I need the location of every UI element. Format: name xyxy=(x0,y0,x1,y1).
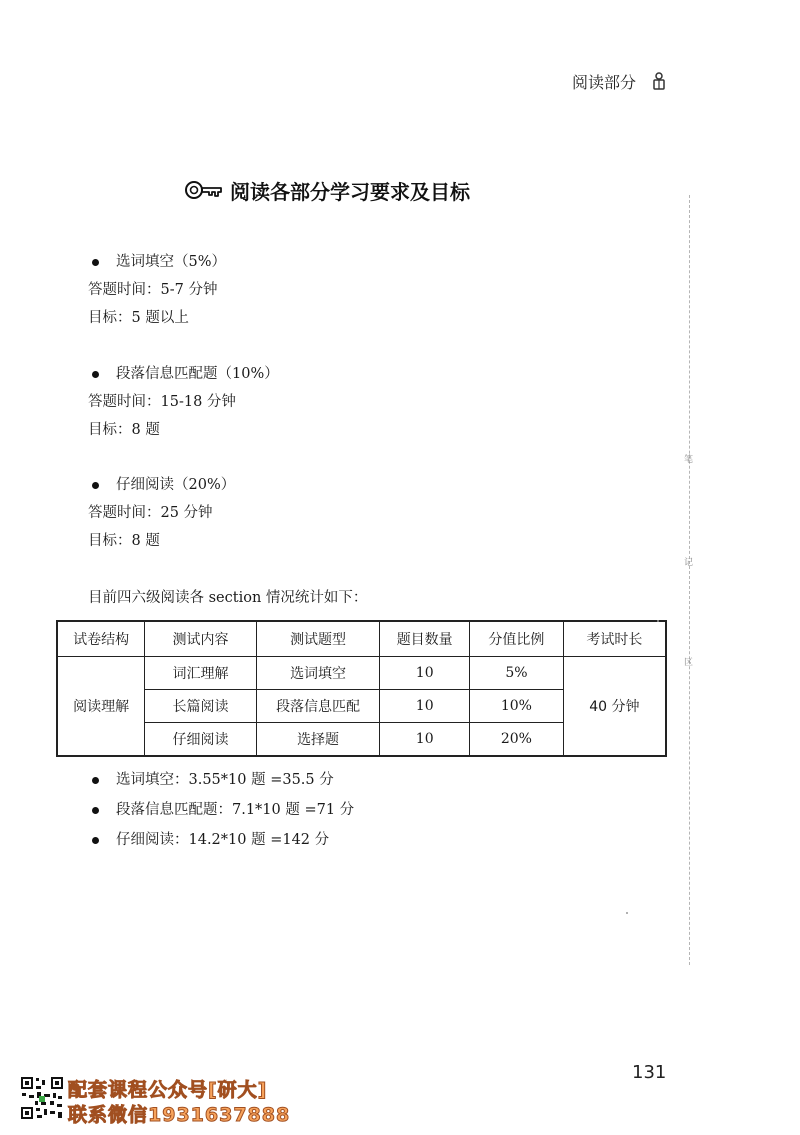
score-summary-list xyxy=(88,765,354,855)
watermark-line: 联系微信1931637888 xyxy=(68,1104,291,1126)
table-row xyxy=(57,657,666,690)
bullet-icon xyxy=(92,837,99,844)
list-item xyxy=(88,795,354,825)
section-heading-text: 仔细阅读（20%） xyxy=(116,477,236,493)
list-item xyxy=(88,825,354,855)
margin-note-char: 记 xyxy=(684,558,694,568)
section-heading xyxy=(88,360,279,388)
column-header: 考试时长 xyxy=(563,621,666,657)
book-person-icon xyxy=(652,72,666,90)
structure-cell: 阅读理解 xyxy=(57,657,145,757)
section-title xyxy=(184,175,470,205)
margin-note-char: 区 xyxy=(684,658,694,668)
scan-speck xyxy=(626,912,628,914)
answer-time: 答题时间：5-7 分钟 xyxy=(88,282,218,298)
main-title-text: 阅读各部分学习要求及目标 xyxy=(230,179,470,204)
column-header: 题目数量 xyxy=(380,621,470,657)
section-heading xyxy=(88,248,226,276)
section-heading-text: 段落信息匹配题（10%） xyxy=(116,366,279,382)
duration-cell: 40 分钟 xyxy=(563,657,666,757)
type-cell: 选择题 xyxy=(256,723,380,757)
margin-note-char: 笔 xyxy=(684,455,694,465)
qr-code-icon[interactable] xyxy=(20,1076,64,1120)
column-header: 分值比例 xyxy=(470,621,564,657)
bullet-icon xyxy=(92,807,99,814)
table-header-row xyxy=(57,621,666,657)
target-goal: 目标：5 题以上 xyxy=(88,310,189,326)
ratio-cell: 5% xyxy=(470,657,564,690)
answer-time: 答题时间：15-18 分钟 xyxy=(88,394,236,410)
section-cloze xyxy=(88,248,226,332)
type-cell: 段落信息匹配 xyxy=(256,690,380,723)
count-cell: 10 xyxy=(380,723,470,757)
running-header: 阅读部分 xyxy=(572,73,637,92)
stats-intro: 目前四六级阅读各 section 情况统计如下： xyxy=(88,590,368,606)
section-heading-text: 选词填空（5%） xyxy=(116,254,227,270)
bullet-icon xyxy=(92,371,99,378)
key-icon xyxy=(184,179,224,201)
content-cell: 仔细阅读 xyxy=(145,723,257,757)
count-cell: 10 xyxy=(380,657,470,690)
scan-speck xyxy=(657,620,659,622)
list-item xyxy=(88,765,354,795)
count-cell: 10 xyxy=(380,690,470,723)
ratio-cell: 10% xyxy=(470,690,564,723)
column-header: 测试内容 xyxy=(145,621,257,657)
column-header: 测试题型 xyxy=(256,621,380,657)
watermark-line: 配套课程公众号[研大] xyxy=(68,1079,268,1101)
notes-column-divider xyxy=(689,195,690,965)
section-careful-reading xyxy=(88,471,235,555)
type-cell: 选词填空 xyxy=(256,657,380,690)
answer-time: 答题时间：25 分钟 xyxy=(88,505,213,521)
bullet-icon xyxy=(92,482,99,489)
list-item-text: 选词填空：3.55*10 题 =35.5 分 xyxy=(116,772,334,788)
section-matching xyxy=(88,360,279,444)
stats-table xyxy=(56,620,667,757)
target-goal: 目标：8 题 xyxy=(88,533,160,549)
content-cell: 长篇阅读 xyxy=(145,690,257,723)
list-item-text: 段落信息匹配题：7.1*10 题 =71 分 xyxy=(116,802,355,818)
column-header: 试卷结构 xyxy=(57,621,145,657)
page-number: 131 xyxy=(632,1062,667,1083)
target-goal: 目标：8 题 xyxy=(88,422,160,438)
section-heading xyxy=(88,471,235,499)
ratio-cell: 20% xyxy=(470,723,564,757)
bullet-icon xyxy=(92,259,99,266)
bullet-icon xyxy=(92,777,99,784)
content-cell: 词汇理解 xyxy=(145,657,257,690)
list-item-text: 仔细阅读：14.2*10 题 =142 分 xyxy=(116,832,330,848)
